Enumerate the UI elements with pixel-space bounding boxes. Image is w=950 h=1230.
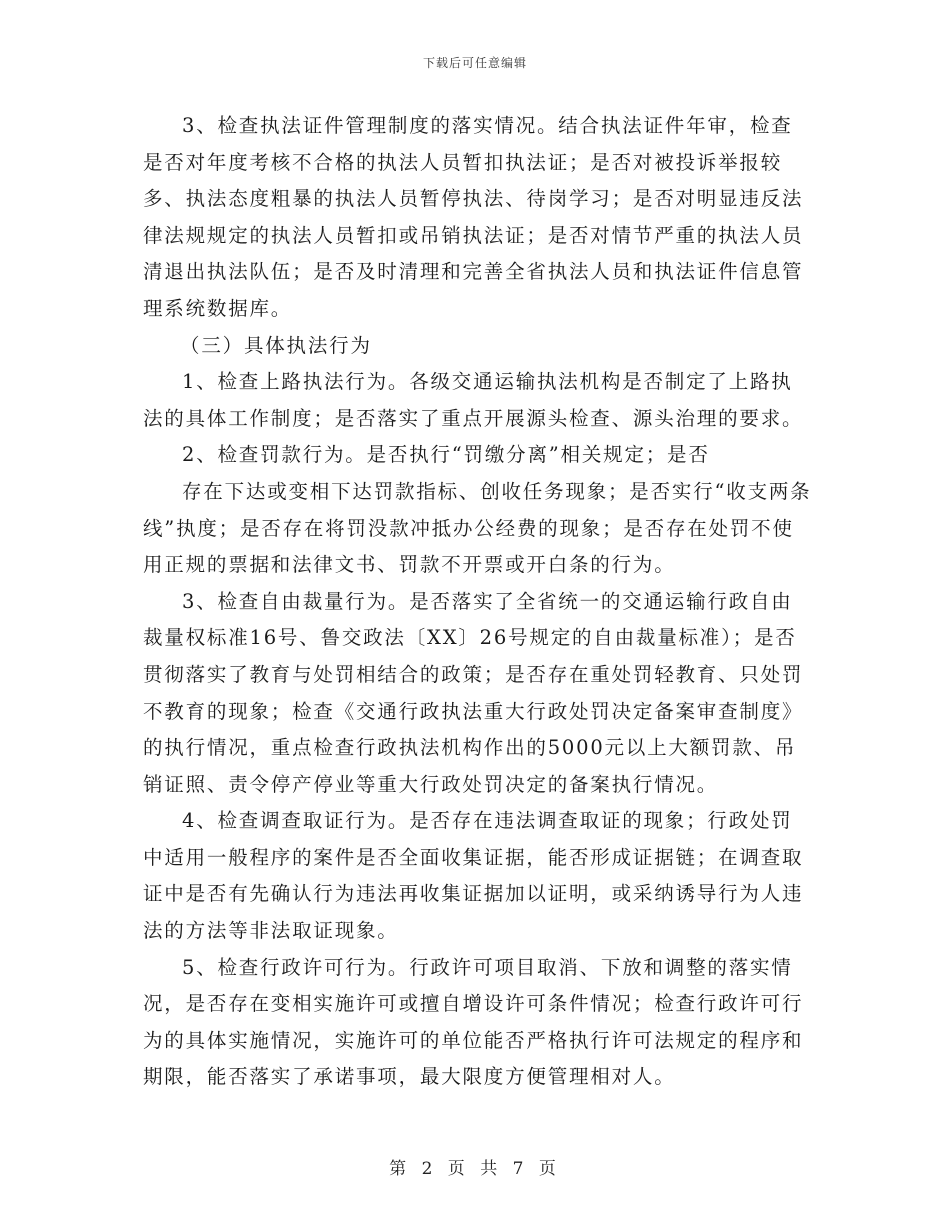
- paragraph-certificate-management: 3、检查执法证件管理制度的落实情况。结合执法证件年审，检查是否对年度考核不合格的执法人员暂扣执法证；是否对被投诉举报较多、执法态度粗暴的执法人员暂停执法、待岗学习；是否对明显违反法律法规规定的执法人员暂扣或吊销执法证；是否对情节严重的执法人员清退出执法队伍；是否及时清理和完善全省执法人员和执法证件信息管理系统数据库。: [143, 114, 804, 320]
- paragraph-fines-detail: 存在下达或变相下达罚款指标、创收任务现象；是否实行“收支两条线”执度；是否存在将罚没款冲抵办公经费的现象；是否存在处罚不使用正规的票据和法律文书、罚款不开票或开白条的行为。: [143, 479, 812, 577]
- paragraph-evidence: 4、检查调查取证行为。是否存在违法调查取证的现象；行政处罚中适用一般程序的案件是否全面收集证据，能否形成证据链；在调查取证中是否有先确认行为违法再收集证据加以证明，或采纳诱导行为人违法的方法等非法取证现象。: [143, 809, 804, 943]
- paragraph-licensing: 5、检查行政许可行为。行政许可项目取消、下放和调整的落实情况，是否存在变相实施许可或擅自增设许可条件情况；检查行政许可行为的具体实施情况，实施许可的单位能否严格执行许可法规定的程序和期限，能否落实了承诺事项，最大限度方便管理相对人。: [143, 955, 804, 1089]
- paragraph-road-enforcement: 1、检查上路执法行为。各级交通运输执法机构是否制定了上路执法的具体工作制度；是否落实了重点开展源头检查、源头治理的要求。: [143, 370, 804, 430]
- paragraph-fines-intro: 2、检查罚款行为。是否执行“罚缴分离”相关规定；是否: [182, 443, 710, 467]
- page-footer: 第 2 页 共 7 页: [389, 1159, 561, 1179]
- paragraph-discretion: 3、检查自由裁量行为。是否落实了全省统一的交通运输行政自由裁量权标准16号、鲁交政法〔XX〕26号规定的自由裁量标准）；是否贯彻落实了教育与处罚相结合的政策；是否存在重处罚轻教育、只处罚不教育的现象；检查《交通行政执法重大行政处罚决定备案审查制度》的执行情况，重点检查行政执法机构作出的5000元以上大额罚款、吊销证照、责令停产停业等重大行政处罚决定的备案执行情况。: [143, 589, 804, 796]
- page-body: [143, 108, 813, 1096]
- section-heading-specific-enforcement: （三）具体执法行为: [180, 333, 372, 357]
- page-header: 下载后可任意编辑: [422, 56, 527, 70]
